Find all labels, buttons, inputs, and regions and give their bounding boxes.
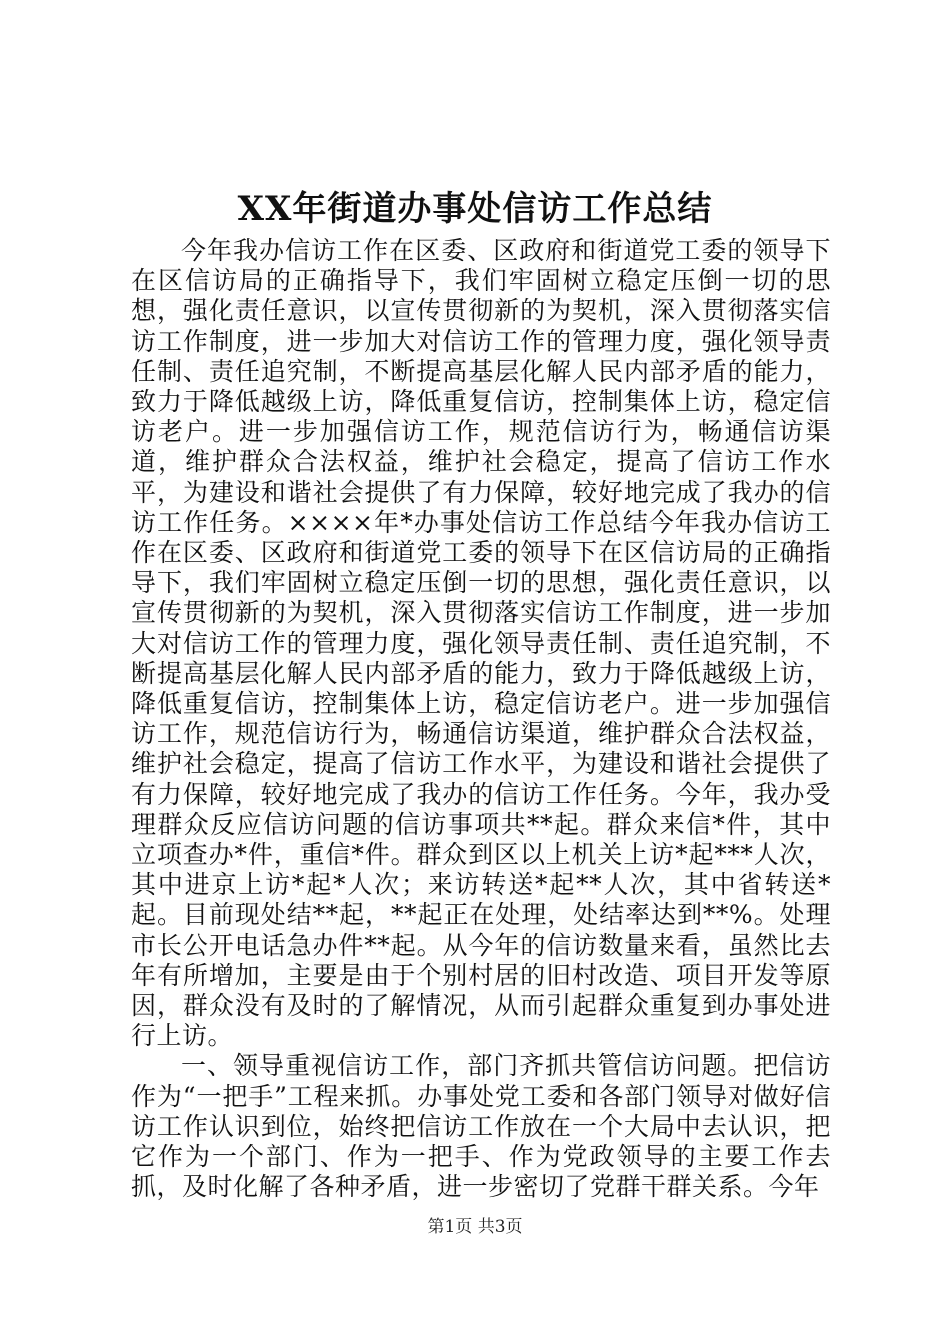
document-title: XX年街道办事处信访工作总结: [237, 189, 713, 229]
paragraph-intro: 今年我办信访工作在区委、区政府和街道党工委的领导下在区信访局的正确指导下，我们牢固树立稳定压倒一切的思想，强化责任意识，以宣传贯彻新的为契机，深入贯彻落实信访工作制度，进一步加大对信访工作的管理力度，强化领导责任制、责任追究制，不断提高基层化解人民内部矛盾的能力，致力于降低越级上访，降低重复信访，控制集体上访，稳定信访老户。进一步加强信访工作，规范信访行为，畅通信访渠道，维护群众合法权益，维护社会稳定，提高了信访工作水平，为建设和谐社会提供了有力保障，较好地完成了我办的信访工作任务。××××年*办事处信访工作总结今年我办信访工作在区委、区政府和街道党工委的领导下在区信访局的正确指导下，我们牢固树立稳定压倒一切的思想，强化责任意识，以宣传贯彻新的为契机，深入贯彻落实信访工作制度，进一步加大对信访工作的管理力度，强化领导责任制、责任追究制，不断提高基层化解人民内部矛盾的能力，致力于降低越级上访，降低重复信访，控制集体上访，稳定信访老户。进一步加强信访工作，规范信访行为，畅通信访渠道，维护群众合法权益，维护社会稳定，提高了信访工作水平，为建设和谐社会提供了有力保障，较好地完成了我办的信访工作任务。今年，我办受理群众反应信访问题的信访事项共**起。群众来信*件，其中立项查办*件，重信*件。群众到区以上机关上访*起***人次，其中进京上访*起*人次；来访转送*起**人次，其中省转送*起。目前现处结**起，**起正在处理，处结率达到**%。处理市长公开电话急办件**起。从今年的信访数量来看，虽然比去年有所增加，主要是由于个别村居的旧村改造、项目开发等原因，群众没有及时的了解情况，从而引起群众重复到办事处进行上访。: [131, 236, 831, 1051]
document-body: [131, 236, 831, 1203]
paragraph-section-one: 一、领导重视信访工作，部门齐抓共管信访问题。把信访作为“一把手”工程来抓。办事处党工委和各部门领导对做好信访工作认识到位，始终把信访工作放在一个大局中去认识，把它作为一个部门、作为一把手、作为党政领导的主要工作去抓，及时化解了各种矛盾，进一步密切了党群干群关系。今年: [131, 1051, 831, 1202]
page-footer: 第1页 共3页: [427, 1217, 523, 1237]
